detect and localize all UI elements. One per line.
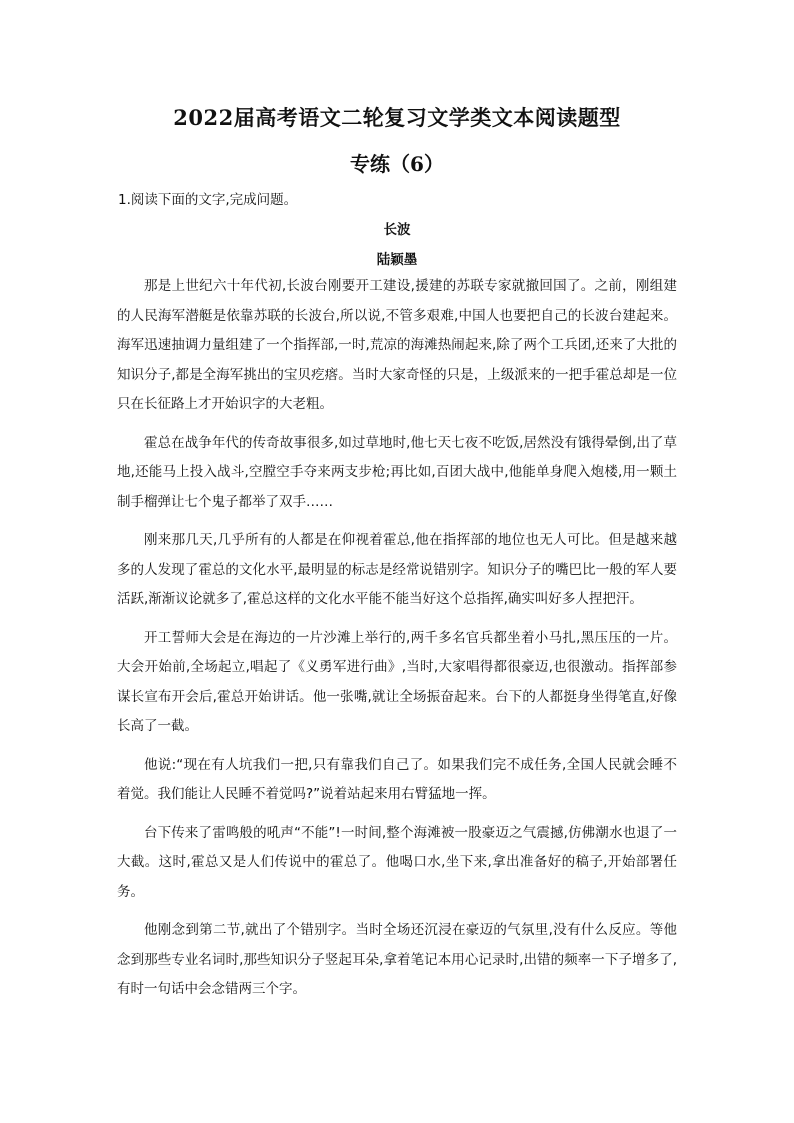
paragraph: 他说:“现在有人坑我们一把,只有靠我们自己了。如果我们完不成任务,全国人民就会睡不着觉。我们能让人民睡不着觉吗?”说着站起来用右臂猛地一挥。 xyxy=(117,756,677,802)
passage-body xyxy=(117,272,677,1014)
document-subtitle: 专练（6） xyxy=(350,152,444,176)
passage-title: 长波 xyxy=(383,222,411,238)
document-title: 2022届高考语文二轮复习文学类文本阅读题型 xyxy=(173,105,621,130)
paragraph: 刚来那几天,几乎所有的人都是在仰视着霍总,他在指挥部的地位也无人可比。但是越来越多的人发现了霍总的文化水平,最明显的标志是经常说错别字。知识分子的嘴巴比一般的军人要活跃,渐渐议论就多了,霍总这样的文化水平能不能当好这个总指挥,确实叫好多人捏把汗。 xyxy=(117,532,677,607)
paragraph: 那是上世纪六十年代初,长波台刚要开工建设,援建的苏联专家就撤回国了。之前，刚组建的人民海军潜艇是依靠苏联的长波台,所以说,不管多艰难,中国人也要把自己的长波台建起来。海军迅速抽调力量组建了一个指挥部,一时,荒凉的海滩热闹起来,除了两个工兵团,还来了大批的知识分子,都是全海军挑出的宝贝疙瘩。当时大家奇怪的只是，上级派来的一把手霍总却是一位只在长征路上才开始识字的大老粗。 xyxy=(117,278,677,412)
passage-author: 陆颖墨 xyxy=(376,252,418,268)
paragraph: 台下传来了雷鸣般的吼声“不能”!一时间,整个海滩被一股豪迈之气震撼,仿佛潮水也退了一大截。这时,霍总又是人们传说中的霍总了。他喝口水,坐下来,拿出准备好的稿子,开始部署任务。 xyxy=(117,824,677,900)
paragraph: 霍总在战争年代的传奇故事很多,如过草地时,他七天七夜不吃饭,居然没有饿得晕倒,出了草地,还能马上投入战斗,空膛空手夺来两支步枪;再比如,百团大战中,他能单身爬入炮楼,用一颗土制手榴弹让七个鬼子都举了双手…… xyxy=(117,434,677,510)
question-prompt: 1.阅读下面的文字,完成问题。 xyxy=(118,192,298,208)
paragraph: 他刚念到第二节,就出了个错别字。当时全场还沉浸在豪迈的气氛里,没有什么反应。等他念到那些专业名词时,那些知识分子竖起耳朵,拿着笔记本用心记录时,出错的频率一下子增多了,有时一句话中会念错两三个字。 xyxy=(117,922,677,997)
paragraph: 开工誓师大会是在海边的一片沙滩上举行的,两千多名官兵都坐着小马扎,黑压压的一片。大会开始前,全场起立,唱起了《义勇军进行曲》,当时,大家唱得都很豪迈,也很激动。指挥部参谋长宣布开会后,霍总开始讲话。他一张嘴,就让全场振奋起来。台下的人都挺身坐得笔直,好像长高了一截。 xyxy=(117,629,677,734)
